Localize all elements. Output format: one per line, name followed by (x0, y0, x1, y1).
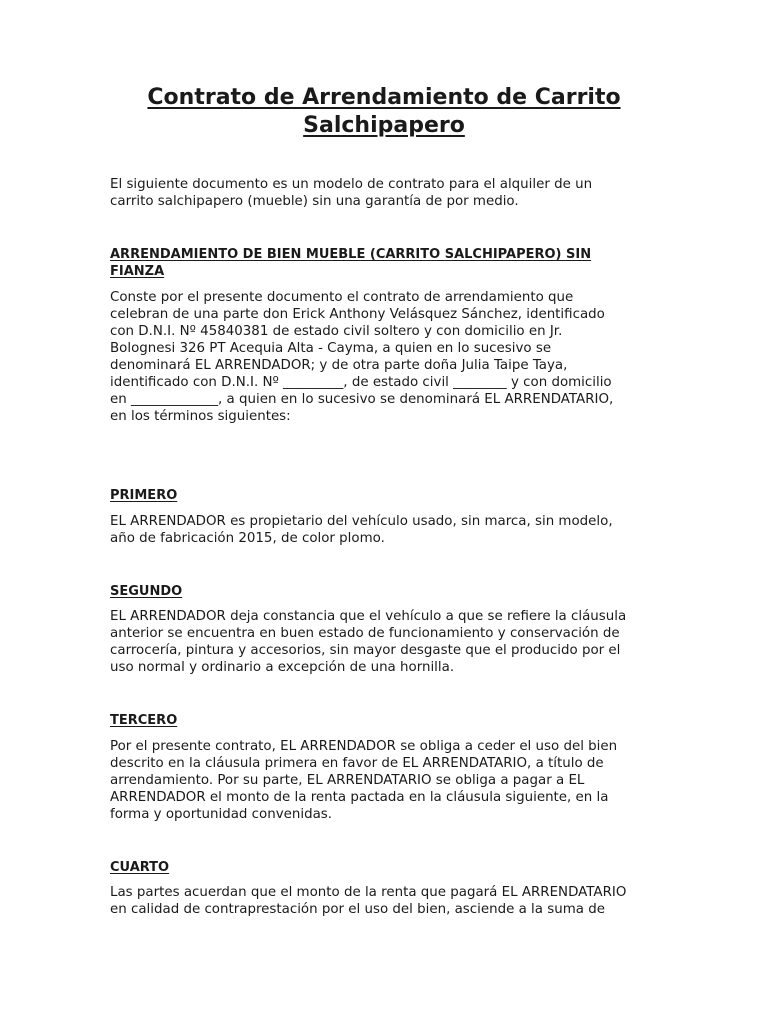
clause-heading-segundo: SEGUNDO (110, 584, 183, 599)
clause-text-cuarto: Las partes acuerdan que el monto de la renta que pagará EL ARRENDATARIO en calidad de contraprestación por el uso del bien, asciende a la suma de (110, 885, 627, 917)
clause-heading-tercero: TERCERO (110, 713, 178, 728)
preamble-paragraph: Conste por el presente documento el contrato de arrendamiento que celebran de una parte don Erick Anthony Velásquez Sánchez, identificado con D.N.I. Nº 45840381 de estado civil soltero y con domicilio en Jr. Bolognesi 326 PT Acequia Alta - Cayma, a quien en lo sucesivo se denominará EL ARRENDADOR; y de otra parte doña Julia Taipe Taya, identificado con D.N.I. Nº _________, de estado civil ________ y con domicilio en _____________, a quien en lo sucesivo se denominará EL ARRENDATARIO, en los términos siguientes: (110, 290, 614, 424)
clause-text-segundo: EL ARRENDADOR deja constancia que el vehículo a que se refiere la cláusula anterior se encuentra en buen estado de funcionamiento y conservación de carrocería, pintura y accesorios, sin mayor desgaste que el producido por el uso normal y ordinario a excepción de una hornilla. (110, 609, 627, 675)
intro-paragraph: El siguiente documento es un modelo de contrato para el alquiler de un carrito salchipapero (mueble) sin una garantía de por medio. (110, 177, 593, 209)
clause-heading-cuarto: CUARTO (110, 860, 170, 875)
clause-heading-primero: PRIMERO (110, 488, 178, 503)
clause-text-primero: EL ARRENDADOR es propietario del vehículo usado, sin marca, sin modelo, año de fabricación 2015, de color plomo. (110, 514, 613, 546)
main-heading: ARRENDAMIENTO DE BIEN MUEBLE (CARRITO SALCHIPAPERO) SIN FIANZA (110, 247, 592, 279)
clause-text-tercero: Por el presente contrato, EL ARRENDADOR se obliga a ceder el uso del bien descrito en la cláusula primera en favor de EL ARRENDATARIO, a título de arrendamiento. Por su parte, EL ARRENDATARIO se obliga a pagar a EL ARRENDADOR el monto de la renta pactada en la cláusula siguiente, en la forma y oportunidad convenidas. (110, 739, 618, 822)
document-title: Contrato de Arrendamiento de Carrito Salchipapero (147, 85, 621, 138)
